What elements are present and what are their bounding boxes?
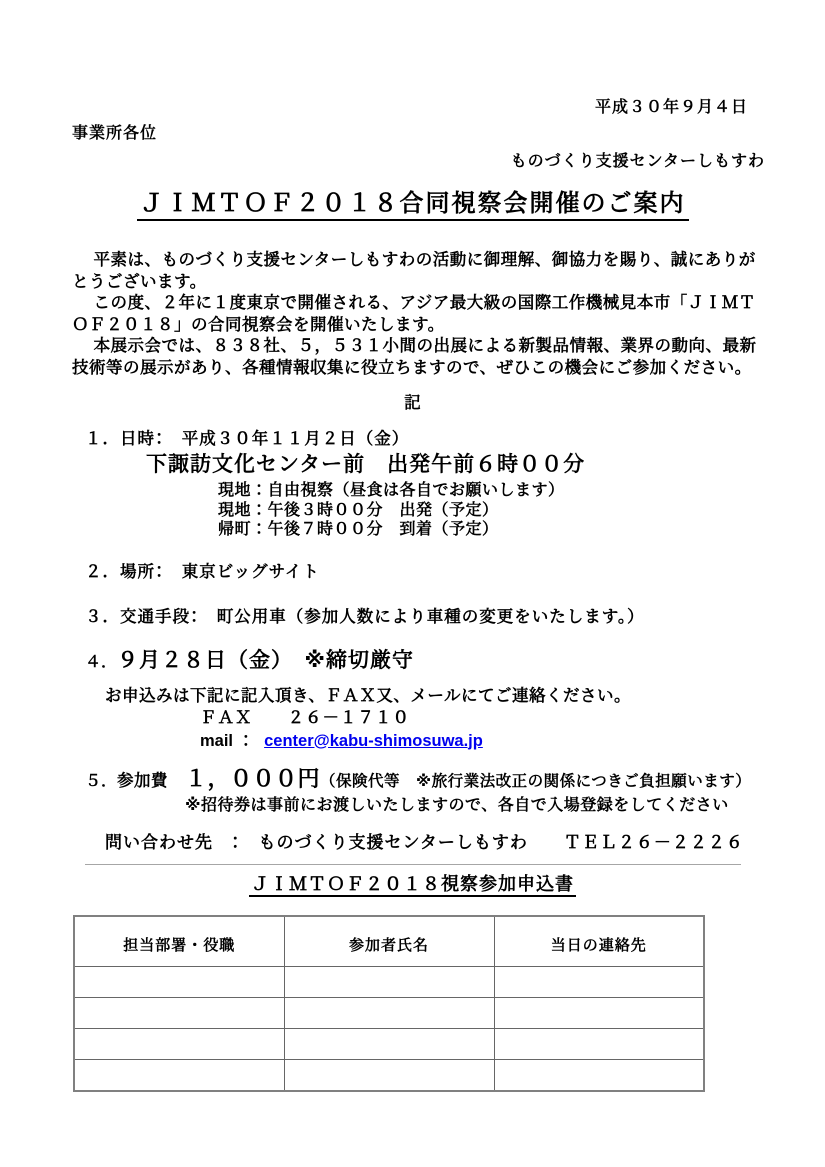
- invitation-ticket-note: ※招待券は事前にお渡しいたしますので、各自で入場登録をしてください: [185, 796, 729, 814]
- item-datetime-details: [218, 481, 825, 540]
- cell-day-contact: [494, 966, 704, 997]
- detail-onsite-departure: 現地：午後３時００分 出発（予定）: [218, 501, 499, 519]
- table-row: [74, 1059, 704, 1091]
- item-datetime: １．日時： 平成３０年１１月２日（金）: [85, 430, 410, 448]
- cell-day-contact: [494, 1028, 704, 1059]
- cell-department: [74, 966, 284, 997]
- application-form-title-text: ＪＩＭＴＯＦ２０１８視察参加申込書: [249, 874, 576, 897]
- col-header-day-contact: 当日の連絡先: [494, 916, 704, 967]
- apply-instruction: お申込みは下記に記入頂き、ＦＡＸ又、メールにてご連絡ください。: [105, 686, 632, 705]
- mail-label: mail ：: [200, 731, 255, 750]
- cell-participant-name: [284, 1059, 494, 1091]
- detail-onsite-inspection: 現地：自由視察（昼食は各自でお願いします）: [218, 482, 565, 499]
- ki-label: 記: [404, 394, 421, 412]
- cell-department: [74, 1028, 284, 1059]
- mail-line: [200, 730, 825, 752]
- horizontal-divider: [85, 864, 741, 865]
- contact-line: 問い合わせ先 ： ものづくり支援センターしもすわ ＴＥＬ２６－２２２６: [105, 832, 744, 852]
- cell-day-contact: [494, 997, 704, 1028]
- fee-amount-note: （保険代等 ※旅行業法改正の関係につきご負担願います）: [320, 772, 752, 790]
- table-row: [74, 966, 704, 997]
- detail-return-arrival: 帰町：午後７時００分 到着（予定）: [218, 521, 499, 538]
- item-fee-label: 参加費: [117, 771, 186, 790]
- item-deadline-number: ４．: [85, 653, 118, 671]
- item-deadline: [85, 647, 825, 676]
- document-date: 平成３０年９月４日: [594, 99, 748, 116]
- item-place: ２．場所： 東京ビッグサイト: [85, 562, 320, 581]
- body-paragraphs: [72, 250, 769, 379]
- sender-line: ものづくり支援センターしもすわ: [510, 153, 765, 170]
- item-fee-number: ５．: [85, 772, 118, 790]
- recipient-line: 事業所各位: [72, 125, 158, 142]
- col-header-department: 担当部署・役職: [74, 916, 284, 967]
- application-table-head: [74, 916, 704, 967]
- cell-department: [74, 997, 284, 1028]
- cell-day-contact: [494, 1059, 704, 1091]
- item-departure-highlight: 下諏訪文化センター前 出発午前６時００分: [146, 453, 586, 476]
- fax-number-line: ＦＡＸ ２６－１７１０: [200, 708, 410, 727]
- application-form-title: [0, 872, 825, 896]
- cell-participant-name: [284, 1028, 494, 1059]
- application-table: [73, 915, 705, 1092]
- item-fee: [85, 766, 825, 795]
- paragraph-exhibition-info: 本展示会では、８３８社、５，５３１小間の出展による新製品情報、業界の動向、最新技術等の展示があり、各種情報収集に役立ちますので、ぜひこの機会にご参加ください。: [72, 337, 757, 377]
- cell-participant-name: [284, 966, 494, 997]
- table-header-row: [74, 916, 704, 967]
- table-row: [74, 997, 704, 1028]
- application-table-body: [74, 966, 704, 1091]
- table-row: [74, 1028, 704, 1059]
- item-transport: ３．交通手段： 町公用車（参加人数により車種の変更をいたします。）: [85, 607, 645, 626]
- paragraph-greeting: 平素は、ものづくり支援センターしもすわの活動に御理解、御協力を賜り、誠にありがとうございます。: [72, 251, 756, 291]
- document-title-text: ＪＩＭＴＯＦ２０１８合同視察会開催のご案内: [137, 190, 689, 221]
- mail-address-link[interactable]: center@kabu-shimosuwa.jp: [264, 731, 483, 750]
- cell-department: [74, 1059, 284, 1091]
- col-header-participant-name: 参加者氏名: [284, 916, 494, 967]
- cell-participant-name: [284, 997, 494, 1028]
- document-title: [0, 188, 825, 220]
- item-deadline-text: ９月２８日（金） ※締切厳守: [117, 648, 414, 672]
- fee-amount: １，０００円: [185, 765, 321, 791]
- paragraph-announcement: この度、２年に１度東京で開催される、アジア最大級の国際工作機械見本市「ＪＩＭＴＯＦ２０１８」の合同視察会を開催いたします。: [72, 294, 756, 334]
